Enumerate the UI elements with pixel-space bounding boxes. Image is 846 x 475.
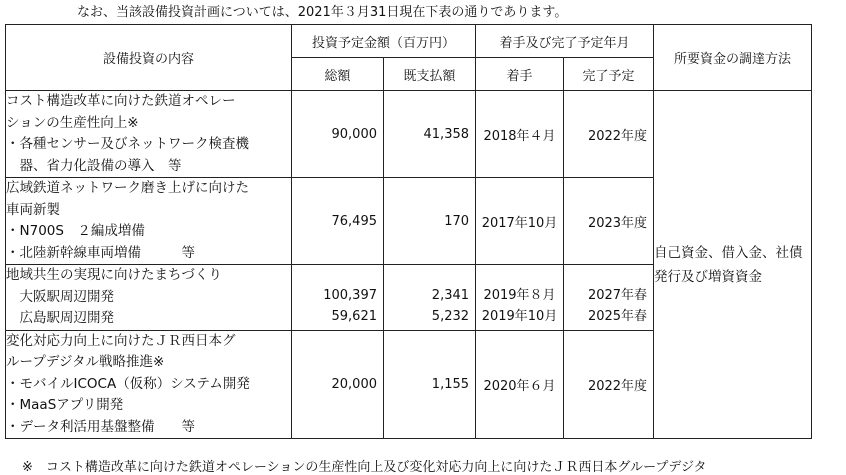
paid-amount-cell: [384, 265, 476, 331]
description-line: コスト構造改革に向けた鉄道オペレー: [6, 93, 236, 109]
description-line: ・N700S ２編成増備: [6, 223, 145, 239]
total-amount-cell: [292, 265, 384, 331]
description-line: ・MaaSアプリ開発: [6, 397, 124, 413]
capex-plan-table: [5, 24, 812, 439]
completion-date: 2025年春: [587, 309, 648, 324]
description-line: ・モバイルICOCA（仮称）システム開発: [6, 375, 250, 392]
description-line: 広域鉄道ネットワーク磨き上げに向けた: [6, 180, 249, 196]
start-date: 2019年８月: [483, 287, 556, 303]
completion-date: 2023年度: [564, 178, 654, 265]
description-line: 大阪駅周辺開発: [6, 288, 114, 305]
header-content: 設備投資の内容: [6, 25, 292, 91]
completion-date: 2027年春: [587, 287, 648, 303]
start-date: 2019年10月: [481, 309, 558, 324]
description-line: 車両新製: [6, 201, 60, 218]
total-amount: 76,495: [292, 178, 384, 265]
item-description: [6, 178, 292, 265]
description-line: 器、省力化設備の導入 等: [6, 157, 182, 174]
total-amount: 90,000: [292, 91, 384, 178]
footnote: ※ コスト構造改革に向けた鉄道オペレーションの生産性向上及び変化対応力向上に向けたＪＲ西日本グループデジタ: [22, 460, 707, 475]
item-description: [6, 330, 292, 439]
funding-method: 自己資金、借入金、社債発行及び増資資金: [654, 91, 812, 439]
start-date-cell: [476, 265, 564, 331]
start-date: 2018年４月: [476, 91, 564, 178]
description-line: 変化対応力向上に向けたＪＲ西日本グ: [6, 332, 236, 349]
total-amount: 20,000: [292, 330, 384, 439]
item-description: [6, 91, 292, 178]
description-line: ションの生産性向上※: [6, 114, 139, 131]
completion-date-cell: [564, 265, 654, 331]
description-line: ・データ利活用基盤整備 等: [6, 418, 195, 435]
total-amount: 59,621: [331, 309, 377, 324]
start-date: 2020年６月: [476, 330, 564, 439]
header-start: 着手: [476, 58, 564, 91]
completion-date: 2022年度: [564, 91, 654, 178]
intro-text: なお、当該設備投資計画については、2021年３月31日現在下表の通りであります。: [77, 5, 568, 20]
header-schedule: 着手及び完了予定年月: [476, 25, 654, 58]
header-planned-amount: 投資予定金額（百万円）: [292, 25, 476, 58]
description-line: ・北陸新幹線車両増備 等: [6, 244, 195, 261]
header-funding: 所要資金の調達方法: [654, 25, 812, 91]
header-row-1: [6, 25, 812, 58]
total-amount: 100,397: [323, 287, 377, 303]
paid-amount: 170: [384, 178, 476, 265]
paid-amount: 41,358: [384, 91, 476, 178]
start-date: 2017年10月: [476, 178, 564, 265]
description-line: 地域共生の実現に向けたまちづくり: [6, 267, 222, 283]
completion-date: 2022年度: [564, 330, 654, 439]
description-line: 広島駅周辺開発: [6, 310, 114, 326]
header-completion: 完了予定: [564, 58, 654, 91]
item-description: [6, 265, 292, 331]
header-total: 総額: [292, 58, 384, 91]
description-line: ループデジタル戦略推進※: [6, 354, 165, 370]
description-line: ・各種センサー及びネットワーク検査機: [6, 136, 249, 152]
paid-amount: 1,155: [384, 330, 476, 439]
paid-amount: 2,341: [431, 287, 470, 303]
header-paid: 既支払額: [384, 58, 476, 91]
paid-amount: 5,232: [431, 309, 470, 324]
table-row: [6, 91, 812, 178]
